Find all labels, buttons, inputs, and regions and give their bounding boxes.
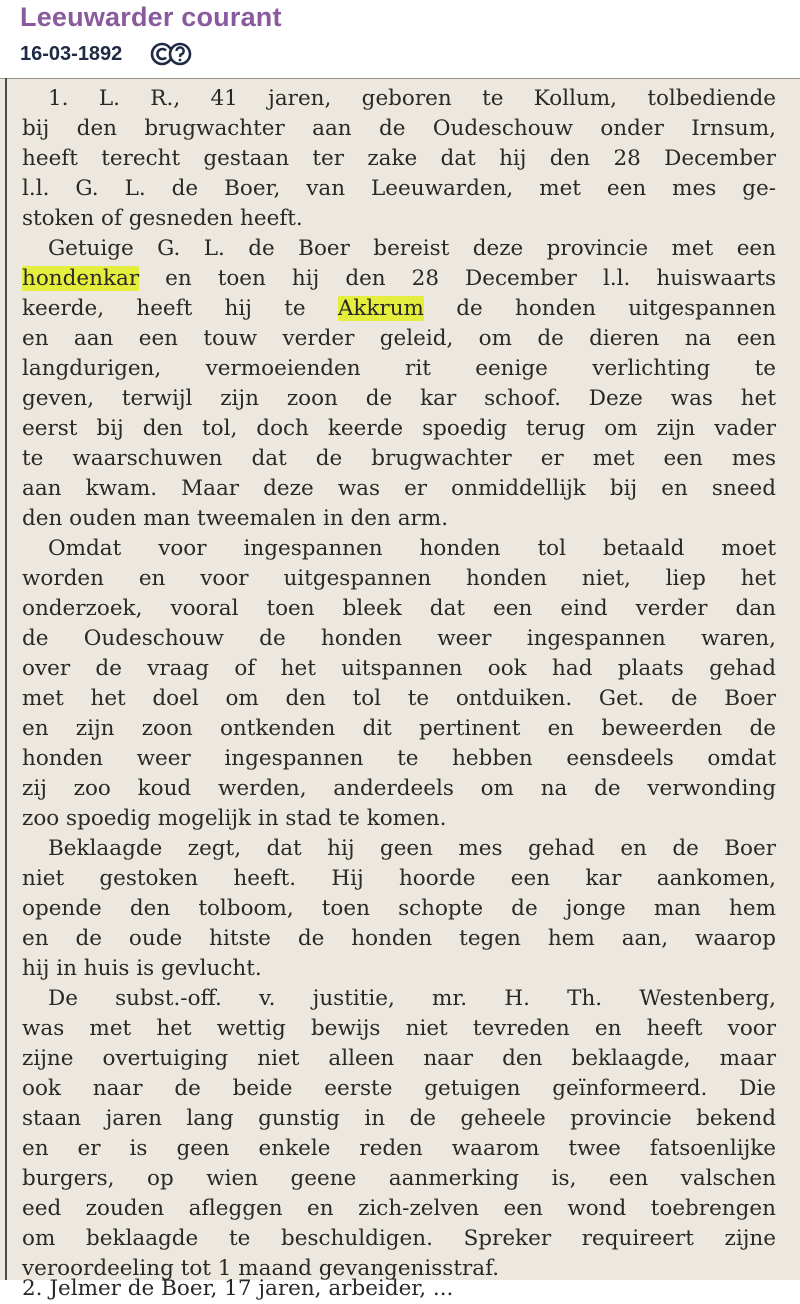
article-line: om beklaagde te beschuldigen. Spreker requireert zijne [22, 1226, 776, 1251]
article-line: De subst.-off. v. justitie, mr. H. Th. Westenberg, [48, 986, 776, 1011]
article-line: veroordeeling tot 1 maand gevangenisstraf. [22, 1256, 500, 1281]
article-line: stoken of gesneden heeft. [22, 206, 303, 231]
article-line [22, 294, 776, 324]
article-line: de Oudeschouw de honden weer ingespannen waren, [22, 626, 776, 651]
article-line: Beklaagde zegt, dat hij geen mes gehad en de Boer [48, 836, 776, 861]
article-line: den ouden man tweemalen in den arm. [22, 506, 449, 531]
highlighted-search-term: hondenkar [22, 266, 140, 291]
article-line: eerst bij den tol, doch keerde spoedig terug om zijn vader [22, 416, 776, 441]
article-line: eed zouden afleggen en zich-zelven een wond toebrengen [22, 1196, 776, 1221]
article-line: en aan een touw verder geleid, om de dieren na een [22, 326, 776, 351]
article-line: ook naar de beide eerste getuigen geïnformeerd. Die [22, 1076, 776, 1101]
article-line: onderzoek, vooral toen bleek dat een eind verder dan [22, 596, 776, 621]
article-line: zij zoo koud werden, anderdeels om na de verwonding [22, 776, 776, 801]
article-line: l.l. G. L. de Boer, van Leeuwarden, met een mes ge- [22, 176, 776, 201]
article-line: opende den tolboom, toen schopte de jonge man hem [22, 896, 776, 921]
highlighted-search-term: Akkrum [337, 296, 424, 321]
article-line: Omdat voor ingespannen honden tol betaald moet [48, 536, 776, 561]
article-line: hij in huis is gevlucht. [22, 956, 262, 981]
article-line: staan jaren lang gunstig in de geheele provincie bekend [22, 1106, 776, 1131]
article-line: over de vraag of het uitspannen ook had plaats gehad [22, 656, 776, 681]
cc-unknown-icon[interactable] [150, 42, 192, 66]
article-line [22, 264, 776, 294]
article-line: was met het wettig bewijs niet tevreden en heeft voor [22, 1016, 776, 1041]
article-line: burgers, op wien geene aanmerking is, een valschen [22, 1166, 776, 1191]
top-rule [0, 78, 800, 79]
article-text-fragment: de honden uitgespannen [423, 296, 776, 321]
article-line: en zijn zoon ontkenden dit pertinent en beweerden de [22, 716, 776, 741]
article-line: zijne overtuiging niet alleen naar den beklaagde, maar [22, 1046, 776, 1071]
article-line: worden en voor uitgespannen honden niet, liep het [22, 566, 776, 591]
newspaper-title[interactable]: Leeuwarder courant [20, 2, 282, 32]
article-line: langdurigen, vermoeienden rit eenige verlichting te [22, 356, 776, 381]
article-line: aan kwam. Maar deze was er onmiddellijk bij en sneed [22, 476, 776, 501]
column-rule [5, 78, 7, 1280]
article-line: en er is geen enkele reden waarom twee fatsoenlijke [22, 1136, 776, 1161]
publication-date: 16-03-1892 [20, 42, 123, 65]
article-line: honden weer ingespannen te hebben eensdeels omdat [22, 746, 776, 771]
article-line: heeft terecht gestaan ter zake dat hij den 28 December [22, 146, 776, 171]
article-text-fragment: en toen hij den 28 December l.l. huiswaarts [139, 266, 776, 291]
article-line: 1. L. R., 41 jaren, geboren te Kollum, tolbediende [48, 86, 776, 111]
newspaper-clipping [0, 78, 800, 1301]
page-header [0, 0, 800, 78]
article-line: en de oude hitste de honden tegen hem aan, waarop [22, 926, 776, 951]
article-line: zoo spoedig mogelijk in stad te komen. [22, 806, 447, 831]
date-row [20, 42, 192, 66]
article-text-fragment: keerde, heeft hij te [22, 296, 338, 321]
article-line: met het doel om den tol te ontduiken. Get. de Boer [22, 686, 776, 711]
cut-off-line: 2. Jelmer de Boer, 17 jaren, arbeider, ... [22, 1276, 454, 1301]
article-line: Getuige G. L. de Boer bereist deze provincie met een [48, 236, 776, 261]
article-line: niet gestoken heeft. Hij hoorde een kar aankomen, [22, 866, 776, 891]
article-line: bij den brugwachter aan de Oudeschouw onder Irnsum, [22, 116, 776, 141]
article-line: geven, terwijl zijn zoon de kar schoof. Deze was het [22, 386, 776, 411]
article-line: te waarschuwen dat de brugwachter er met een mes [22, 446, 776, 471]
